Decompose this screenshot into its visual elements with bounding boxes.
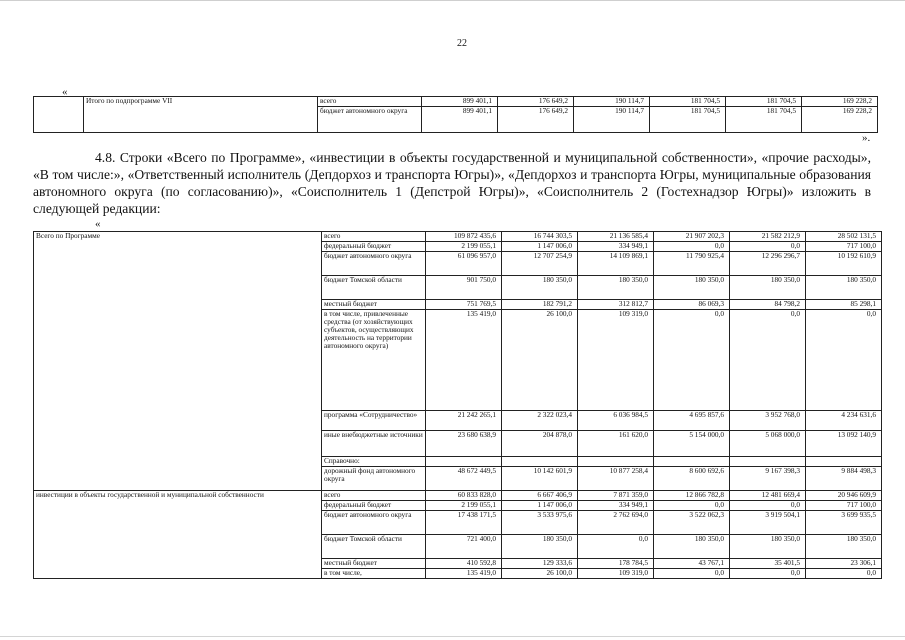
amount-cell: 1 147 006,0 [502,501,578,511]
amount-cell: 0,0 [654,501,730,511]
amount-cell: 204 878,0 [502,431,578,457]
amount-cell: 84 798,2 [730,300,806,310]
funding-source-cell: дорожный фонд автономного округа [322,467,426,491]
amount-cell: 180 350,0 [806,276,882,300]
amount-cell: 5 068 000,0 [730,431,806,457]
amount-cell: 180 350,0 [730,276,806,300]
funding-source-cell: всего [322,491,426,501]
amount-cell: 16 744 303,5 [502,232,578,242]
empty-cell [34,97,84,133]
amount-cell: 181 704,5 [726,107,802,133]
amount-cell: 0,0 [578,535,654,559]
amount-cell: 334 949,1 [578,242,654,252]
amount-cell: 109 319,0 [578,310,654,411]
amount-cell: 1 147 006,0 [502,242,578,252]
funding-source-cell: бюджет Томской области [322,276,426,300]
amount-cell: 161 620,0 [578,431,654,457]
amount-cell: 12 296 296,7 [730,252,806,276]
funding-source-cell: программа «Сотрудничество» [322,411,426,431]
amount-cell: 135 419,0 [426,310,502,411]
amount-cell: 35 401,5 [730,559,806,569]
amount-cell: 180 350,0 [806,535,882,559]
amount-cell: 17 438 171,5 [426,511,502,535]
scan-edge-bottom [0,636,905,637]
amount-cell: 0,0 [730,242,806,252]
amount-cell [578,457,654,467]
amount-cell: 21 242 265,1 [426,411,502,431]
amount-cell: 180 350,0 [502,276,578,300]
amount-cell: 180 350,0 [654,535,730,559]
page-number: 22 [457,38,467,49]
amount-cell: 901 750,0 [426,276,502,300]
table-row [34,491,882,501]
amount-cell: 5 154 000,0 [654,431,730,457]
amount-cell: 410 592,8 [426,559,502,569]
amount-cell: 109 872 435,6 [426,232,502,242]
amount-cell: 60 833 828,0 [426,491,502,501]
amount-cell [502,457,578,467]
amount-cell: 3 952 768,0 [730,411,806,431]
amount-cell: 176 649,2 [498,107,574,133]
amount-cell: 12 707 254,9 [502,252,578,276]
funding-source-cell: всего [318,97,422,107]
amount-cell: 3 699 935,5 [806,511,882,535]
amount-cell: 12 866 782,8 [654,491,730,501]
amount-cell: 14 109 869,1 [578,252,654,276]
amount-cell: 2 199 055,1 [426,242,502,252]
program-totals-table [33,231,882,579]
closing-quote: ». [862,132,871,144]
amount-cell: 312 812,7 [578,300,654,310]
amount-cell: 61 096 957,0 [426,252,502,276]
amount-cell: 751 769,5 [426,300,502,310]
amount-cell: 9 884 498,3 [806,467,882,491]
amount-cell: 0,0 [654,242,730,252]
amount-cell: 180 350,0 [502,535,578,559]
amount-cell: 334 949,1 [578,501,654,511]
amount-cell: 129 333,6 [502,559,578,569]
amount-cell: 11 790 925,4 [654,252,730,276]
amount-cell: 3 522 062,3 [654,511,730,535]
amount-cell: 21 136 585,4 [578,232,654,242]
amount-cell: 0,0 [654,310,730,411]
amount-cell: 4 695 857,6 [654,411,730,431]
amount-cell: 717 100,0 [806,501,882,511]
amount-cell: 178 784,5 [578,559,654,569]
amount-cell: 7 871 359,0 [578,491,654,501]
amount-cell [654,457,730,467]
amount-cell: 2 322 023,4 [502,411,578,431]
amount-cell: 0,0 [730,310,806,411]
amount-cell: 182 791,2 [502,300,578,310]
amount-cell: 12 481 669,4 [730,491,806,501]
amount-cell: 0,0 [806,569,882,579]
amount-cell [730,457,806,467]
amount-cell: 10 192 610,9 [806,252,882,276]
amount-cell: 3 533 975,6 [502,511,578,535]
funding-source-cell: местный бюджет [322,559,426,569]
funding-source-cell: в том числе, привлеченные средства (от хозяйствующих субъектов, осуществляющих деятельность на территории автономного округа) [322,310,426,411]
funding-source-cell: бюджет автономного округа [322,252,426,276]
amount-cell: 0,0 [654,569,730,579]
amount-cell: 899 401,1 [422,107,498,133]
row-group-label: Итого по подпрограмме VII [84,97,318,133]
amount-cell: 26 100,0 [502,310,578,411]
amount-cell: 176 649,2 [498,97,574,107]
amount-cell: 190 114,7 [574,97,650,107]
row-group-label: инвестиции в объекты государственной и муниципальной собственности [34,491,322,579]
amount-cell: 23 680 638,9 [426,431,502,457]
funding-source-cell: Справочно: [322,457,426,467]
amount-cell: 2 762 694,0 [578,511,654,535]
amount-cell: 3 919 504,1 [730,511,806,535]
amount-cell [426,457,502,467]
amount-cell: 169 228,2 [802,97,878,107]
amount-cell: 6 667 406,9 [502,491,578,501]
amount-cell: 109 319,0 [578,569,654,579]
amount-cell: 85 298,1 [806,300,882,310]
amount-cell: 8 600 692,6 [654,467,730,491]
amount-cell: 181 704,5 [650,97,726,107]
amount-cell: 43 767,1 [654,559,730,569]
amount-cell: 26 100,0 [502,569,578,579]
funding-source-cell: всего [322,232,426,242]
amount-cell: 6 036 984,5 [578,411,654,431]
amount-cell: 169 228,2 [802,107,878,133]
table-row [34,232,882,242]
amount-cell: 899 401,1 [422,97,498,107]
amount-cell: 13 092 140,9 [806,431,882,457]
amount-cell: 0,0 [730,569,806,579]
opening-quote-1: « [62,86,68,98]
amount-cell: 28 502 131,5 [806,232,882,242]
row-group-label: Всего по Программе [34,232,322,491]
amount-cell: 21 582 212,9 [730,232,806,242]
table-row [34,97,878,107]
amount-cell: 20 946 609,9 [806,491,882,501]
amount-cell: 181 704,5 [650,107,726,133]
scan-edge-top [0,0,905,1]
funding-source-cell: бюджет автономного округа [318,107,422,133]
amount-cell: 190 114,7 [574,107,650,133]
amount-cell: 180 350,0 [654,276,730,300]
amount-cell: 48 672 449,5 [426,467,502,491]
amount-cell: 86 069,3 [654,300,730,310]
amount-cell: 0,0 [730,501,806,511]
amount-cell: 4 234 631,6 [806,411,882,431]
amount-cell: 181 704,5 [726,97,802,107]
opening-quote-2: « [95,218,101,230]
amount-cell: 180 350,0 [730,535,806,559]
amount-cell: 135 419,0 [426,569,502,579]
amount-cell: 9 167 398,3 [730,467,806,491]
amount-cell: 180 350,0 [578,276,654,300]
amount-cell: 10 142 601,9 [502,467,578,491]
funding-source-cell: федеральный бюджет [322,501,426,511]
amount-cell [806,457,882,467]
amount-cell: 10 877 258,4 [578,467,654,491]
amount-cell: 721 400,0 [426,535,502,559]
funding-source-cell: иные внебюджетные источники [322,431,426,457]
amount-cell: 0,0 [806,310,882,411]
amendment-paragraph: 4.8. Строки «Всего по Программе», «инвестиции в объекты государственной и муниципальной собственности», «прочие расходы», «В том числе:», «Ответственный исполнитель (Депдорхоз и транспорта Югры)», «Депдорхоз и транспорта Югры, муниципальные образования автономного округа (по согласованию)», «Соисполнитель 1 (Депстрой Югры)», «Соисполнитель 2 (Гостехнадзор Югры)» изложить в следующей редакции: [33,150,871,216]
amount-cell: 2 199 055,1 [426,501,502,511]
amount-cell: 717 100,0 [806,242,882,252]
amount-cell: 21 907 202,3 [654,232,730,242]
funding-source-cell: бюджет автономного округа [322,511,426,535]
amount-cell: 23 306,1 [806,559,882,569]
funding-source-cell: федеральный бюджет [322,242,426,252]
funding-source-cell: местный бюджет [322,300,426,310]
funding-source-cell: бюджет Томской области [322,535,426,559]
funding-source-cell: в том числе, [322,569,426,579]
subprogram-total-table [33,96,878,133]
